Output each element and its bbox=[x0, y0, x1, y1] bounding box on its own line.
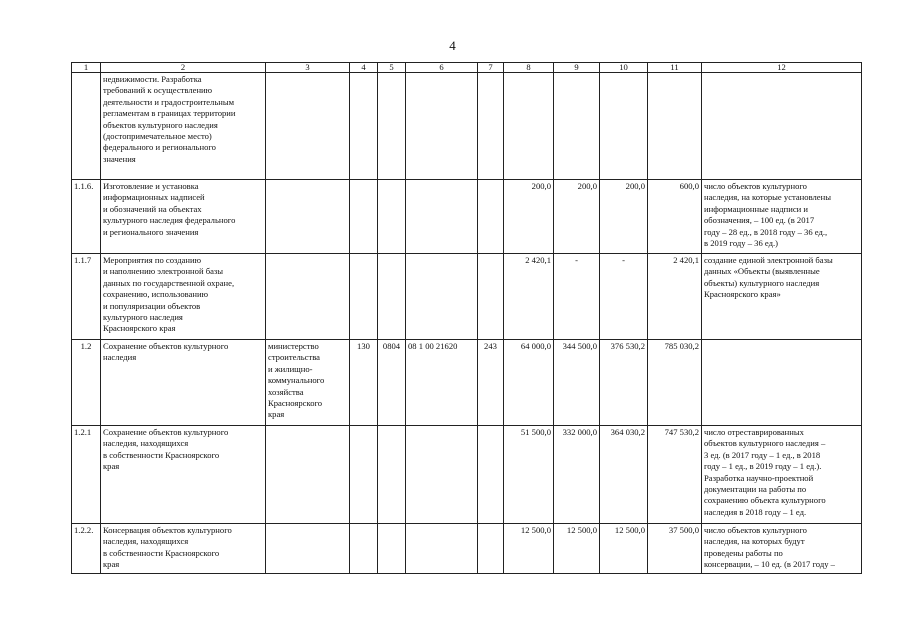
expense-type bbox=[478, 254, 504, 340]
activity-name: Сохранение объектов культурного наследия bbox=[101, 340, 266, 426]
section-code: 0804 bbox=[378, 340, 406, 426]
amount-year-2: 332 000,0 bbox=[554, 426, 600, 524]
table-row bbox=[72, 254, 862, 340]
page-number: 4 bbox=[449, 38, 456, 53]
activity-name: недвижимости. Разработка требований к осуществлению деятельности и градостроительным регламентам в границах территории объектов культурного наследия (достопримечательное место) федерального и регионального значения bbox=[101, 73, 266, 180]
row-number: 1.2.1 bbox=[72, 426, 101, 524]
amount-year-3: 364 030,2 bbox=[600, 426, 648, 524]
amount-total: 37 500,0 bbox=[648, 524, 702, 574]
executor bbox=[266, 426, 350, 524]
grbs-code bbox=[350, 254, 378, 340]
expected-result: число объектов культурного наследия, на которых будут проведены работы по консервации, – 10 ед. (в 2017 году – bbox=[702, 524, 862, 574]
amount-total: 747 530,2 bbox=[648, 426, 702, 524]
grbs-code: 130 bbox=[350, 340, 378, 426]
column-header: 7 bbox=[478, 63, 504, 73]
amount-year-1 bbox=[504, 73, 554, 180]
table-row bbox=[72, 426, 862, 524]
target-article bbox=[406, 180, 478, 254]
amount-year-2: 200,0 bbox=[554, 180, 600, 254]
target-article: 08 1 00 21620 bbox=[406, 340, 478, 426]
section-code bbox=[378, 426, 406, 524]
row-number: 1.1.6. bbox=[72, 180, 101, 254]
executor bbox=[266, 254, 350, 340]
column-header: 10 bbox=[600, 63, 648, 73]
expected-result bbox=[702, 340, 862, 426]
executor: министерство строительства и жилищно- коммунального хозяйства Красноярского края bbox=[266, 340, 350, 426]
amount-year-1: 12 500,0 bbox=[504, 524, 554, 574]
amount-year-1: 200,0 bbox=[504, 180, 554, 254]
expected-result: число отреставрированных объектов культурного наследия – 3 ед. (в 2017 году – 1 ед., в 2018 году – 1 ед., в 2019 году – 1 ед.). Разработка научно-проектной документации на работы по сохранению объекта культурного наследия в 2018 году – 1 ед. bbox=[702, 426, 862, 524]
amount-year-2: - bbox=[554, 254, 600, 340]
section-code bbox=[378, 254, 406, 340]
amount-total: 600,0 bbox=[648, 180, 702, 254]
grbs-code bbox=[350, 180, 378, 254]
amount-year-2 bbox=[554, 73, 600, 180]
column-header: 1 bbox=[72, 63, 101, 73]
executor bbox=[266, 73, 350, 180]
section-code bbox=[378, 73, 406, 180]
target-article bbox=[406, 73, 478, 180]
section-code bbox=[378, 524, 406, 574]
grbs-code bbox=[350, 426, 378, 524]
section-code bbox=[378, 180, 406, 254]
amount-year-1: 2 420,1 bbox=[504, 254, 554, 340]
target-article bbox=[406, 254, 478, 340]
executor bbox=[266, 524, 350, 574]
column-header: 12 bbox=[702, 63, 862, 73]
target-article bbox=[406, 524, 478, 574]
row-number bbox=[72, 73, 101, 180]
column-header: 6 bbox=[406, 63, 478, 73]
amount-total: 785 030,2 bbox=[648, 340, 702, 426]
header-row bbox=[72, 63, 862, 73]
column-header: 3 bbox=[266, 63, 350, 73]
amount-total: 2 420,1 bbox=[648, 254, 702, 340]
amount-year-1: 51 500,0 bbox=[504, 426, 554, 524]
activity-name: Изготовление и установка информационных надписей и обозначений на объектах культурного наследия федерального и регионального значения bbox=[101, 180, 266, 254]
table-row bbox=[72, 73, 862, 180]
amount-year-2: 344 500,0 bbox=[554, 340, 600, 426]
expected-result bbox=[702, 73, 862, 180]
expense-type: 243 bbox=[478, 340, 504, 426]
amount-year-3: - bbox=[600, 254, 648, 340]
amount-year-3: 12 500,0 bbox=[600, 524, 648, 574]
activity-name: Мероприятия по созданию и наполнению электронной базы данных по государственной охране, сохранению, использованию и популяризации объектов культурного наследия Красноярского края bbox=[101, 254, 266, 340]
grbs-code bbox=[350, 73, 378, 180]
column-header: 9 bbox=[554, 63, 600, 73]
amount-total bbox=[648, 73, 702, 180]
activity-name: Сохранение объектов культурного наследия, находящихся в собственности Красноярского края bbox=[101, 426, 266, 524]
row-number: 1.2 bbox=[72, 340, 101, 426]
table-row bbox=[72, 524, 862, 574]
row-number: 1.2.2. bbox=[72, 524, 101, 574]
amount-year-2: 12 500,0 bbox=[554, 524, 600, 574]
column-header: 11 bbox=[648, 63, 702, 73]
amount-year-1: 64 000,0 bbox=[504, 340, 554, 426]
column-header: 2 bbox=[101, 63, 266, 73]
target-article bbox=[406, 426, 478, 524]
grbs-code bbox=[350, 524, 378, 574]
column-header: 8 bbox=[504, 63, 554, 73]
activity-name: Консервация объектов культурного наследия, находящихся в собственности Красноярского края bbox=[101, 524, 266, 574]
expense-type bbox=[478, 426, 504, 524]
program-table bbox=[71, 62, 862, 574]
expense-type bbox=[478, 73, 504, 180]
amount-year-3: 200,0 bbox=[600, 180, 648, 254]
table-row bbox=[72, 340, 862, 426]
expense-type bbox=[478, 524, 504, 574]
row-number: 1.1.7 bbox=[72, 254, 101, 340]
table-row bbox=[72, 180, 862, 254]
expected-result: создание единой электронной базы данных «Объекты (выявленные объекты) культурного наследия Красноярского края» bbox=[702, 254, 862, 340]
column-header: 4 bbox=[350, 63, 378, 73]
expense-type bbox=[478, 180, 504, 254]
amount-year-3 bbox=[600, 73, 648, 180]
column-header: 5 bbox=[378, 63, 406, 73]
amount-year-3: 376 530,2 bbox=[600, 340, 648, 426]
expected-result: число объектов культурного наследия, на которые установлены информационные надписи и обозначения, – 100 ед. (в 2017 году – 28 ед., в 2018 году – 36 ед., в 2019 году – 36 ед.) bbox=[702, 180, 862, 254]
executor bbox=[266, 180, 350, 254]
